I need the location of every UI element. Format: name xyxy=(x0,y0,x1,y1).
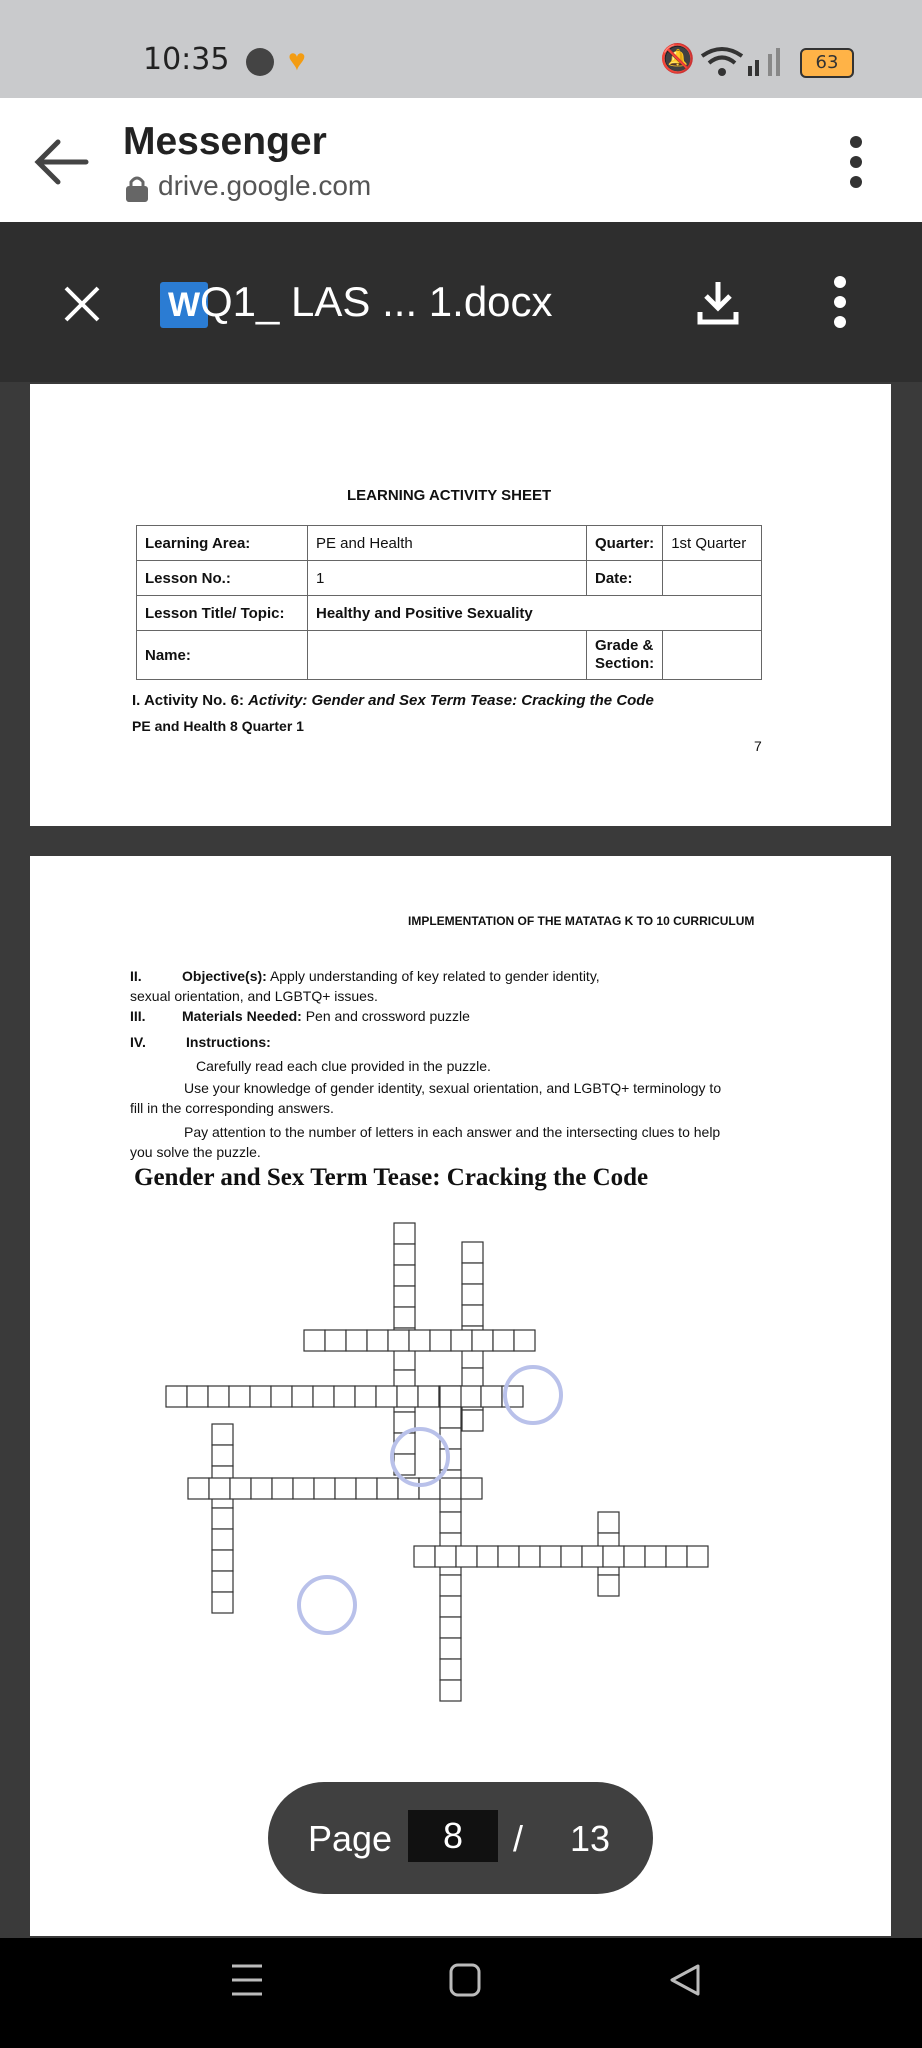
materials-text: Pen and crossword puzzle xyxy=(305,1008,470,1024)
quarter-value: 1st Quarter xyxy=(663,526,762,561)
crossword-cell xyxy=(598,1512,619,1533)
crossword-cell xyxy=(440,1449,461,1470)
crossword-cell xyxy=(462,1410,483,1431)
crossword-cell xyxy=(212,1445,233,1466)
wifi-icon xyxy=(700,44,760,78)
crossword-cell xyxy=(461,1478,482,1499)
objective-number: II. xyxy=(130,968,142,984)
lesson-no-value: 1 xyxy=(308,561,587,596)
page-number: 7 xyxy=(754,738,762,754)
crossword-cell xyxy=(498,1546,519,1567)
crossword-cell xyxy=(624,1546,645,1567)
instruction-2b: fill in the corresponding answers. xyxy=(130,1100,334,1116)
crossword-cell xyxy=(314,1478,335,1499)
crossword-cell xyxy=(435,1546,456,1567)
crossword-cell xyxy=(212,1592,233,1613)
grade-section-label xyxy=(587,631,663,680)
objective-text-2: sexual orientation, and LGBTQ+ issues. xyxy=(130,988,378,1004)
materials-label: Materials Needed: xyxy=(182,1008,302,1024)
crossword-cell xyxy=(346,1330,367,1351)
instructions-label: Instructions: xyxy=(186,1034,271,1050)
crossword-cell xyxy=(440,1478,461,1499)
crossword-cell xyxy=(451,1330,472,1351)
crossword-cell xyxy=(293,1478,314,1499)
section-label: Section: xyxy=(595,655,655,672)
crossword-cell xyxy=(208,1386,229,1407)
crossword-cell xyxy=(440,1596,461,1617)
crossword-cell xyxy=(313,1386,334,1407)
crossword-cell xyxy=(230,1478,251,1499)
crossword-cell xyxy=(334,1386,355,1407)
grade-section-value xyxy=(663,631,762,680)
curriculum-header: IMPLEMENTATION OF THE MATATAG K TO 10 CURRICULUM xyxy=(408,914,755,928)
objective-label: Objective(s): xyxy=(182,968,267,984)
crossword-cell xyxy=(367,1330,388,1351)
crossword-cell xyxy=(394,1349,415,1370)
crossword-cell xyxy=(440,1575,461,1596)
crossword-grid xyxy=(150,1220,770,1710)
crossword-cell xyxy=(394,1307,415,1328)
crossword-cell xyxy=(209,1478,230,1499)
lesson-title-value: Healthy and Positive Sexuality xyxy=(308,596,762,631)
crossword-cell xyxy=(462,1284,483,1305)
info-table xyxy=(136,525,762,680)
activity-prefix: I. Activity No. 6: xyxy=(132,692,244,709)
date-value xyxy=(663,561,762,596)
crossword-cell xyxy=(166,1386,187,1407)
crossword-cell xyxy=(212,1529,233,1550)
crossword-cell xyxy=(430,1330,451,1351)
crossword-cell xyxy=(271,1386,292,1407)
activity-line xyxy=(132,692,654,709)
crossword-cell xyxy=(272,1478,293,1499)
home-icon[interactable] xyxy=(448,1962,482,1998)
crossword-cell xyxy=(251,1478,272,1499)
crossword-cell xyxy=(440,1386,461,1407)
crossword-cell xyxy=(456,1546,477,1567)
date-label: Date: xyxy=(587,561,663,596)
download-icon[interactable] xyxy=(696,278,740,326)
battery-icon: 63 xyxy=(800,48,854,78)
crossword-cell xyxy=(212,1424,233,1445)
crossword-cell xyxy=(440,1512,461,1533)
crossword-cell xyxy=(409,1330,430,1351)
crossword-cell xyxy=(376,1386,397,1407)
heart-icon: ♥ xyxy=(288,44,306,77)
status-time: 10:35 xyxy=(143,42,230,77)
crossword-cell xyxy=(645,1546,666,1567)
crossword-cell xyxy=(394,1223,415,1244)
crossword-cell xyxy=(462,1305,483,1326)
crossword-cell xyxy=(304,1330,325,1351)
quarter-label: Quarter: xyxy=(587,526,663,561)
crossword-cell xyxy=(582,1546,603,1567)
tap-highlight-circle xyxy=(299,1577,355,1633)
crossword-cell xyxy=(394,1244,415,1265)
instruction-3: Pay attention to the number of letters in each answer and the intersecting clues to help xyxy=(184,1124,721,1140)
crossword-cell xyxy=(394,1286,415,1307)
crossword-cell xyxy=(394,1265,415,1286)
more-options-icon[interactable] xyxy=(846,134,866,190)
subject-line: PE and Health 8 Quarter 1 xyxy=(132,718,304,734)
crossword-cell xyxy=(335,1478,356,1499)
crossword-cell xyxy=(519,1546,540,1567)
close-icon[interactable] xyxy=(62,284,102,324)
app-title: Messenger xyxy=(123,120,327,163)
crossword-cell xyxy=(397,1386,418,1407)
page-number-input[interactable]: 8 xyxy=(408,1810,498,1862)
lesson-title-label: Lesson Title/ Topic: xyxy=(137,596,308,631)
url-text: drive.google.com xyxy=(158,170,372,201)
document-title: Q1_ LAS ... 1.docx xyxy=(200,278,553,325)
crossword-cell xyxy=(666,1546,687,1567)
instruction-3b: you solve the puzzle. xyxy=(130,1144,261,1160)
crossword-cell xyxy=(212,1571,233,1592)
crossword-cell xyxy=(603,1546,624,1567)
crossword-cell xyxy=(440,1659,461,1680)
crossword-cell xyxy=(229,1386,250,1407)
crossword-cell xyxy=(540,1546,561,1567)
mute-icon: 🔕 xyxy=(660,43,695,74)
crossword-cell xyxy=(514,1330,535,1351)
crossword-cell xyxy=(440,1680,461,1701)
crossword-cell xyxy=(440,1407,461,1428)
crossword-cell xyxy=(187,1386,208,1407)
lesson-no-label: Lesson No.: xyxy=(137,561,308,596)
crossword-cell xyxy=(493,1330,514,1351)
document-page-7 xyxy=(30,384,891,826)
page-separator: / xyxy=(513,1818,524,1859)
signal-icon xyxy=(766,44,794,78)
messenger-icon xyxy=(246,48,274,76)
page-label: Page xyxy=(308,1818,393,1859)
sheet-heading: LEARNING ACTIVITY SHEET xyxy=(347,487,552,504)
crossword-cell xyxy=(292,1386,313,1407)
crossword-cell xyxy=(325,1330,346,1351)
crossword-cell xyxy=(188,1478,209,1499)
learning-area-label: Learning Area: xyxy=(137,526,308,561)
crossword-cell xyxy=(440,1617,461,1638)
crossword-cell xyxy=(377,1478,398,1499)
page-indicator xyxy=(268,1782,653,1894)
crossword-cell xyxy=(414,1546,435,1567)
materials-line xyxy=(182,1008,470,1024)
puzzle-title: Gender and Sex Term Tease: Cracking the Code xyxy=(134,1164,649,1191)
crossword-cell xyxy=(355,1386,376,1407)
crossword-cell xyxy=(250,1386,271,1407)
back-arrow-icon[interactable] xyxy=(34,138,90,186)
objective-text: Apply understanding of key related to gender identity, xyxy=(269,968,600,984)
name-value xyxy=(308,631,587,680)
grade-label: Grade & xyxy=(595,637,654,654)
word-file-icon: W xyxy=(160,282,208,328)
crossword-cell xyxy=(460,1386,481,1407)
crossword-cell xyxy=(477,1546,498,1567)
recents-icon[interactable] xyxy=(230,1962,264,1998)
objective-line xyxy=(182,968,600,984)
crossword-cell xyxy=(440,1638,461,1659)
crossword-cell xyxy=(212,1508,233,1529)
crossword-cell xyxy=(418,1386,439,1407)
instructions-number: IV. xyxy=(130,1034,146,1050)
crossword-cell xyxy=(561,1546,582,1567)
learning-area-value: PE and Health xyxy=(308,526,587,561)
name-label: Name: xyxy=(137,631,308,680)
page-total: 13 xyxy=(570,1818,611,1859)
crossword-cell xyxy=(687,1546,708,1567)
crossword-cell xyxy=(462,1242,483,1263)
lock-icon xyxy=(124,174,150,204)
materials-number: III. xyxy=(130,1008,146,1024)
crossword-cell xyxy=(388,1330,409,1351)
activity-title: Activity: Gender and Sex Term Tease: Cracking the Code xyxy=(248,692,654,709)
crossword-cell xyxy=(481,1386,502,1407)
crossword-cell xyxy=(212,1550,233,1571)
crossword-cell xyxy=(462,1263,483,1284)
viewer-more-icon[interactable] xyxy=(830,274,850,330)
instruction-2: Use your knowledge of gender identity, sexual orientation, and LGBTQ+ terminology to xyxy=(184,1080,722,1096)
crossword-cell xyxy=(356,1478,377,1499)
back-nav-icon[interactable] xyxy=(668,1962,702,1998)
crossword-cell xyxy=(472,1330,493,1351)
instruction-1: Carefully read each clue provided in the puzzle. xyxy=(196,1058,491,1074)
crossword-cell xyxy=(598,1575,619,1596)
